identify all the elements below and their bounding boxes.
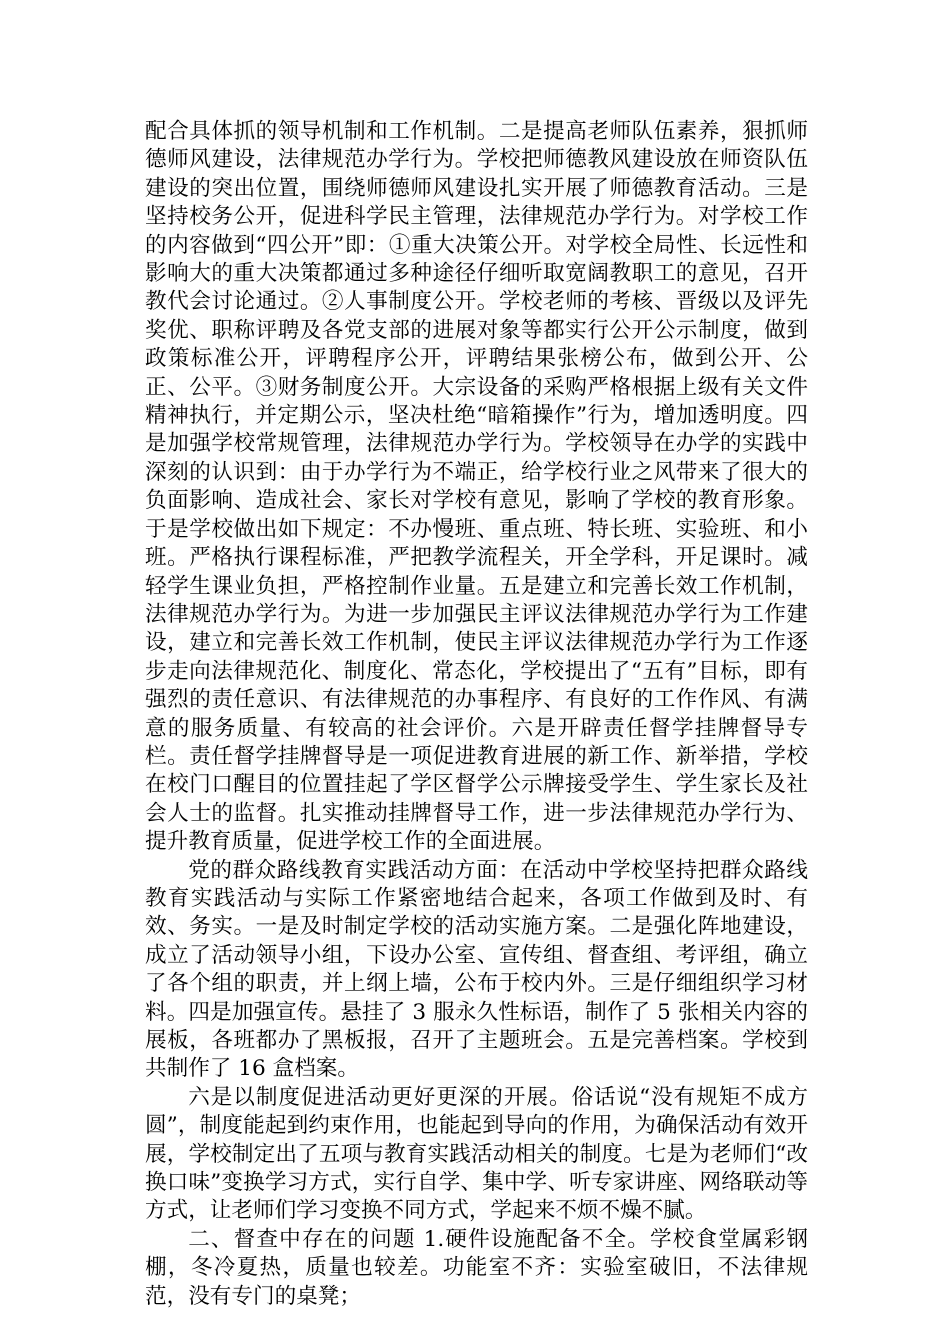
paragraph-institution-building: 六是以制度促进活动更好更深的开展。俗话说“没有规矩不成方圆”，制度能起到约束作用，也能起到导向的作用，为确保活动有效开展，学校制定出了五项与教育实践活动相关的制度。七是为老师们“改换口味”变换学习方式，实行自学、集中学、听专家讲座、网络联动等方式，让老师们学习变换不同方式，学起来不烦不燥不腻。 (145, 1084, 808, 1224)
paragraph-existing-problems: 二、督查中存在的问题 1.硬件设施配备不全。学校食堂属彩钢棚，冬冷夏热，质量也较差。功能室不齐：实验室破旧，不法律规范，没有专门的桌凳； (145, 1226, 808, 1309)
paragraph-mass-line-activity: 党的群众路线教育实践活动方面：在活动中学校坚持把群众路线教育实践活动与实际工作紧密地结合起来，各项工作做到及时、有效、务实。一是及时制定学校的活动实施方案。二是强化阵地建设，成立了活动领导小组，下设办公室、宣传组、督查组、考评组，确立了各个组的职责，并上纲上墙，公布于校内外。三是仔细组织学习材料。四是加强宣传。悬挂了 3 服永久性标语，制作了 5 张相关内容的展板，各班都办了黑板报，召开了主题班会。五是完善档案。学校到共制作了 16 盒档案。 (145, 857, 808, 1082)
document-body (145, 118, 808, 1311)
paragraph-school-governance: 配合具体抓的领导机制和工作机制。二是提高老师队伍素养，狠抓师德师风建设，法律规范办学行为。学校把师德教风建设放在师资队伍建设的突出位置，围绕师德师风建设扎实开展了师德教育活动。三是坚持校务公开，促进科学民主管理，法律规范办学行为。对学校工作的内容做到“四公开”即：①重大决策公开。对学校全局性、长远性和影响大的重大决策都通过多种途径仔细听取宽阔教职工的意见，召开教代会讨论通过。②人事制度公开。学校老师的考核、晋级以及评先奖优、职称评聘及各党支部的进展对象等都实行公开公示制度，做到政策标准公开，评聘程序公开，评聘结果张榜公布，做到公开、公正、公平。③财务制度公开。大宗设备的采购严格根据上级有关文件精神执行，并定期公示，坚决杜绝“暗箱操作”行为，增加透明度。四是加强学校常规管理，法律规范办学行为。学校领导在办学的实践中深刻的认识到：由于办学行为不端正，给学校行业之风带来了很大的负面影响、造成社会、家长对学校有意见，影响了学校的教育形象。于是学校做出如下规定：不办慢班、重点班、特长班、实验班、和小班。严格执行课程标准，严把教学流程关，开全学科，开足课时。减轻学生课业负担，严格控制作业量。五是建立和完善长效工作机制，法律规范办学行为。为进一步加强民主评议法律规范办学行为工作建设，建立和完善长效工作机制，使民主评议法律规范办学行为工作逐步走向法律规范化、制度化、常态化，学校提出了“五有”目标，即有强烈的责任意识、有法律规范的办事程序、有良好的工作作风、有满意的服务质量、有较高的社会评价。六是开辟责任督学挂牌督导专栏。责任督学挂牌督导是一项促进教育进展的新工作、新举措，学校在校门口醒目的位置挂起了学区督学公示牌接受学生、学生家长及社会人士的监督。扎实推动挂牌督导工作，进一步法律规范办学行为、提升教育质量，促进学校工作的全面进展。 (145, 119, 808, 855)
